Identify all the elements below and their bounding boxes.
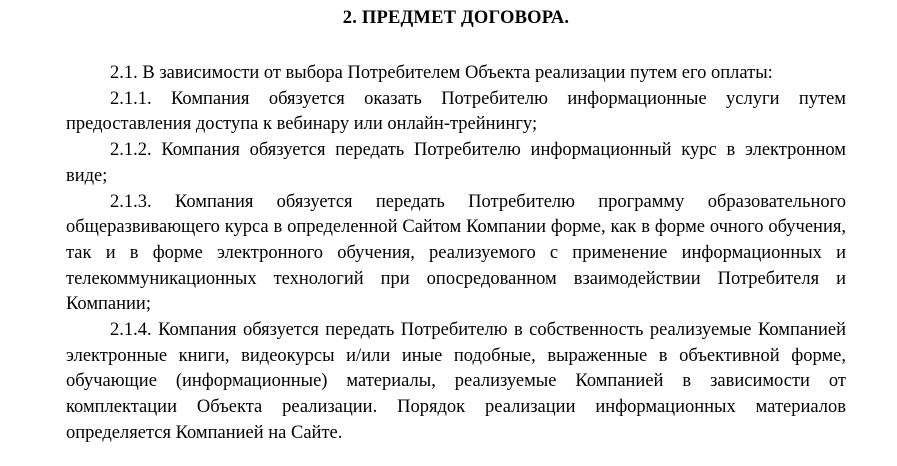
section-heading: 2. ПРЕДМЕТ ДОГОВОРА. [342,8,570,28]
clause-2-1-4: 2.1.4. Компания обязуется передать Потребителю в собственность реализуемые Компанией электронные книги, видеокурсы и/или иные подобные, выраженные в объективной форме, обучающие (информационные) материалы, реализуемые Компанией в зависимости от комплектации Объекта реализации. Порядок реализации информационных материалов определяется Компанией на Сайте. [66,320,846,443]
clause-2-1-1: 2.1.1. Компания обязуется оказать Потребителю информационные услуги путем предоставления доступа к вебинару или онлайн-трейнингу; [66,88,846,135]
section-body [66,61,846,447]
clause-2-1-3: 2.1.3. Компания обязуется передать Потребителю программу образовательного общеразвивающего курса в определенной Сайтом Компании форме, как в форме очного обучения, так и в форме электронного обучения, реализуемого с применение информационных и телекоммуникационных технологий при опосредованном взаимодействии Потребителя и Компании; [66,191,846,315]
clause-2-1: 2.1. В зависимости от выбора Потребителем Объекта реализации путем его оплаты: [110,63,773,83]
clause-2-1-2: 2.1.2. Компания обязуется передать Потребителю информационный курс в электронном виде; [66,140,846,186]
